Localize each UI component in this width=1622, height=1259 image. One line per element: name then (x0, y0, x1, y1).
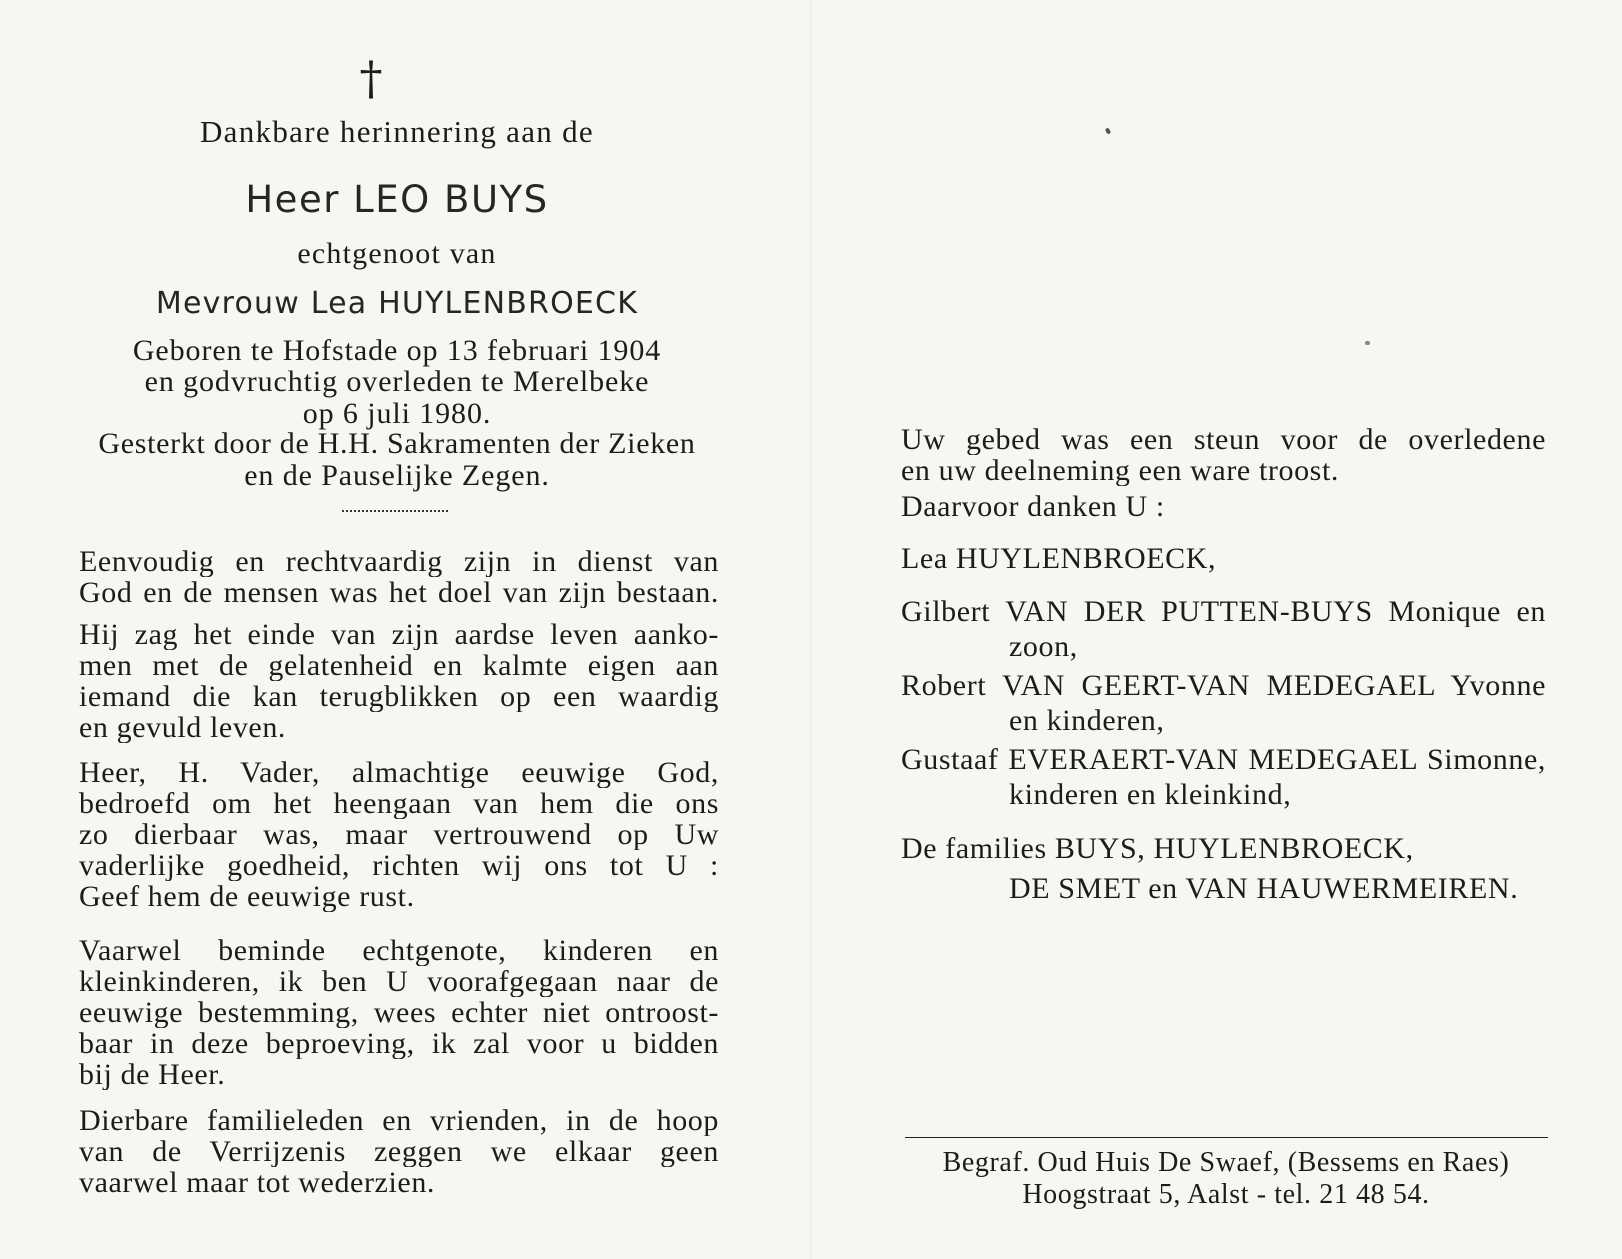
thanks-line: Uw gebed was een steun voor de overledene (901, 424, 1546, 455)
paper-speck (1105, 127, 1111, 134)
paragraph-3-line: Geef hem de eeuwige rust. (79, 881, 415, 912)
card-heading: Dankbare herinnering aan de (199, 114, 594, 149)
paragraph-5-line: vaarwel maar tot wederzien. (79, 1167, 436, 1198)
paragraph-3 (79, 757, 719, 912)
paragraph-4-line: baar in deze beproeving, ik zal voor u bidden (79, 1028, 719, 1059)
paragraph-3-line: bedroefd om het heengaan van hem die ons (79, 788, 719, 819)
birth-line: Geboren te Hofstade op 13 februari 1904 (132, 334, 662, 367)
footer-rule (905, 1137, 1548, 1138)
family-child-1 (901, 596, 1546, 627)
deceased-name: Heer LEO BUYS (245, 178, 549, 221)
paragraph-5-line: Dierbare familieleden en vrienden, in de hoop (79, 1105, 719, 1136)
paragraph-3-line: zo dierbaar was, maar vertrouwend op Uw (79, 819, 719, 850)
paragraph-2-line: iemand die kan terugblikken op een waardig (79, 681, 719, 712)
paragraph-3-line: Heer, H. Vader, almachtige eeuwige God, (79, 757, 719, 788)
cross-icon: † (359, 51, 383, 105)
paragraph-2-line: men met de gelatenheid en kalmte eigen aan (79, 650, 719, 681)
paragraph-4-line: eeuwige bestemming, wees echter niet ontroost- (79, 997, 719, 1028)
paragraph-1-line: God en de mensen was het doel van zijn bestaan. (79, 577, 719, 608)
family-relatives-line-1: De families BUYS, HUYLENBROECK, (901, 832, 1414, 865)
family-child-3 (901, 744, 1546, 775)
thanks-paragraph (901, 424, 1546, 486)
paragraph-4 (79, 935, 719, 1090)
paragraph-1-line: Eenvoudig en rechtvaardig zijn in dienst van (79, 546, 719, 577)
paragraph-4-line: bij de Heer. (79, 1059, 226, 1090)
paper-speck (1365, 341, 1370, 345)
family-child-1-line: zoon, (1009, 630, 1078, 663)
right-panel (811, 0, 1622, 1259)
paragraph-2-line: Hij zag het einde van zijn aardse leven aanko- (79, 619, 719, 650)
family-child-2 (901, 670, 1546, 701)
thanks-lead: Daarvoor danken U : (901, 490, 1165, 523)
paragraph-4-line: kleinkinderen, ik ben U voorafgegaan naar de (79, 966, 719, 997)
dotted-divider (342, 510, 448, 512)
family-relatives-line-2: DE SMET en VAN HAUWERMEIREN. (1009, 872, 1519, 905)
sacraments-line-2: en de Pauselijke Zegen. (244, 459, 550, 492)
undertaker-line-2: Hoogstraat 5, Aalst - tel. 21 48 54. (1022, 1179, 1430, 1210)
death-line-2: op 6 juli 1980. (302, 397, 492, 430)
death-line-1: en godvruchtig overleden te Merelbeke (144, 365, 650, 398)
family-child-2-line: Robert VAN GEERT-VAN MEDEGAEL Yvonne (901, 670, 1546, 701)
paragraph-5 (79, 1105, 719, 1198)
paragraph-4-line: Vaarwel beminde echtgenote, kinderen en (79, 935, 719, 966)
paragraph-2-line: en gevuld leven. (79, 712, 287, 743)
paragraph-3-line: vaderlijke goedheid, richten wij ons tot U : (79, 850, 719, 881)
family-widow: Lea HUYLENBROECK, (901, 542, 1217, 575)
paragraph-5-line: van de Verrijzenis zeggen we elkaar geen (79, 1136, 719, 1167)
spouse-name: Mevrouw Lea HUYLENBROECK (155, 286, 639, 321)
family-child-1-line: Gilbert VAN DER PUTTEN-BUYS Monique en (901, 596, 1546, 627)
paragraph-2 (79, 619, 719, 743)
thanks-line: en uw deelneming een ware troost. (901, 455, 1339, 486)
sacraments-line-1: Gesterkt door de H.H. Sakramenten der Zieken (98, 427, 696, 460)
relation-text: echtgenoot van (297, 237, 497, 270)
undertaker-line-1: Begraf. Oud Huis De Swaef, (Bessems en Raes) (942, 1147, 1510, 1178)
paragraph-1 (79, 546, 719, 608)
family-child-3-line: kinderen en kleinkind, (1009, 778, 1292, 811)
family-child-2-line: en kinderen, (1009, 704, 1165, 737)
family-child-3-line: Gustaaf EVERAERT-VAN MEDEGAEL Simonne, (901, 744, 1546, 775)
